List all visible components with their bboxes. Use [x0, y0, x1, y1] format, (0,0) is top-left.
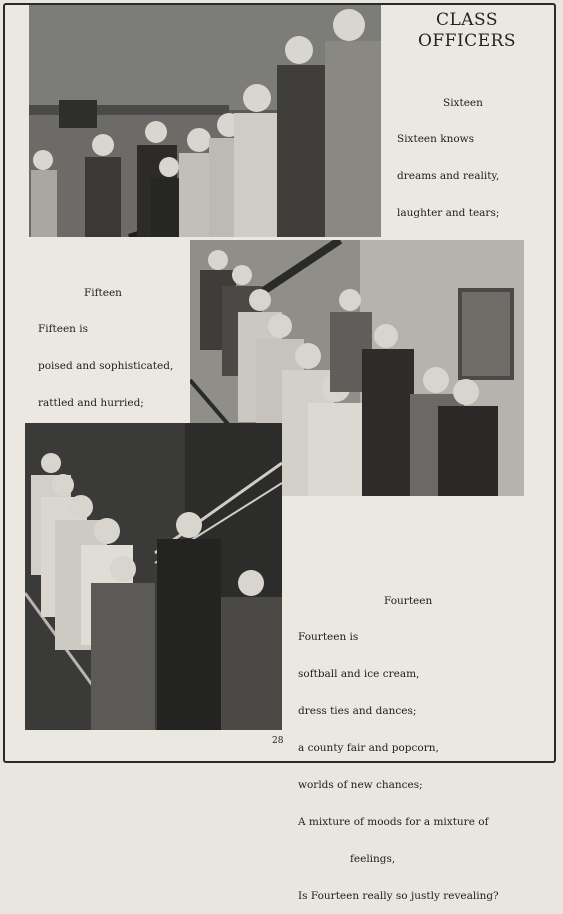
page-number: 28	[272, 736, 284, 746]
poem-fourteen	[298, 570, 499, 914]
poem-line: feelings,	[350, 852, 396, 865]
page-title: CLASS OFFICERS	[417, 10, 517, 51]
poem-line: Sixteen knows	[397, 133, 475, 146]
photo-sixteen-officers	[29, 5, 381, 237]
poem-line: poised and sophisticated,	[38, 360, 174, 373]
poem-line: Fourteen is	[298, 631, 359, 644]
poem-title: Fourteen	[384, 594, 433, 607]
poem-title: Fifteen	[84, 286, 122, 299]
poem-line: dress ties and dances;	[298, 705, 417, 718]
poem-line: dreams and reality,	[397, 170, 500, 183]
photo-fourteen-officers	[25, 423, 282, 730]
poem-line: Fifteen is	[38, 323, 89, 336]
poem-line: softball and ice cream,	[298, 668, 420, 681]
poem-line: rattled and hurried;	[38, 397, 144, 410]
poem-line: laughter and tears;	[397, 207, 500, 220]
poem-line: worlds of new chances;	[298, 779, 423, 792]
poem-line: a county fair and popcorn,	[298, 742, 439, 755]
poem-line: A mixture of moods for a mixture of	[298, 815, 489, 828]
poem-title: Sixteen	[443, 96, 483, 109]
poem-line: Is Fourteen really so justly revealing?	[298, 889, 499, 902]
